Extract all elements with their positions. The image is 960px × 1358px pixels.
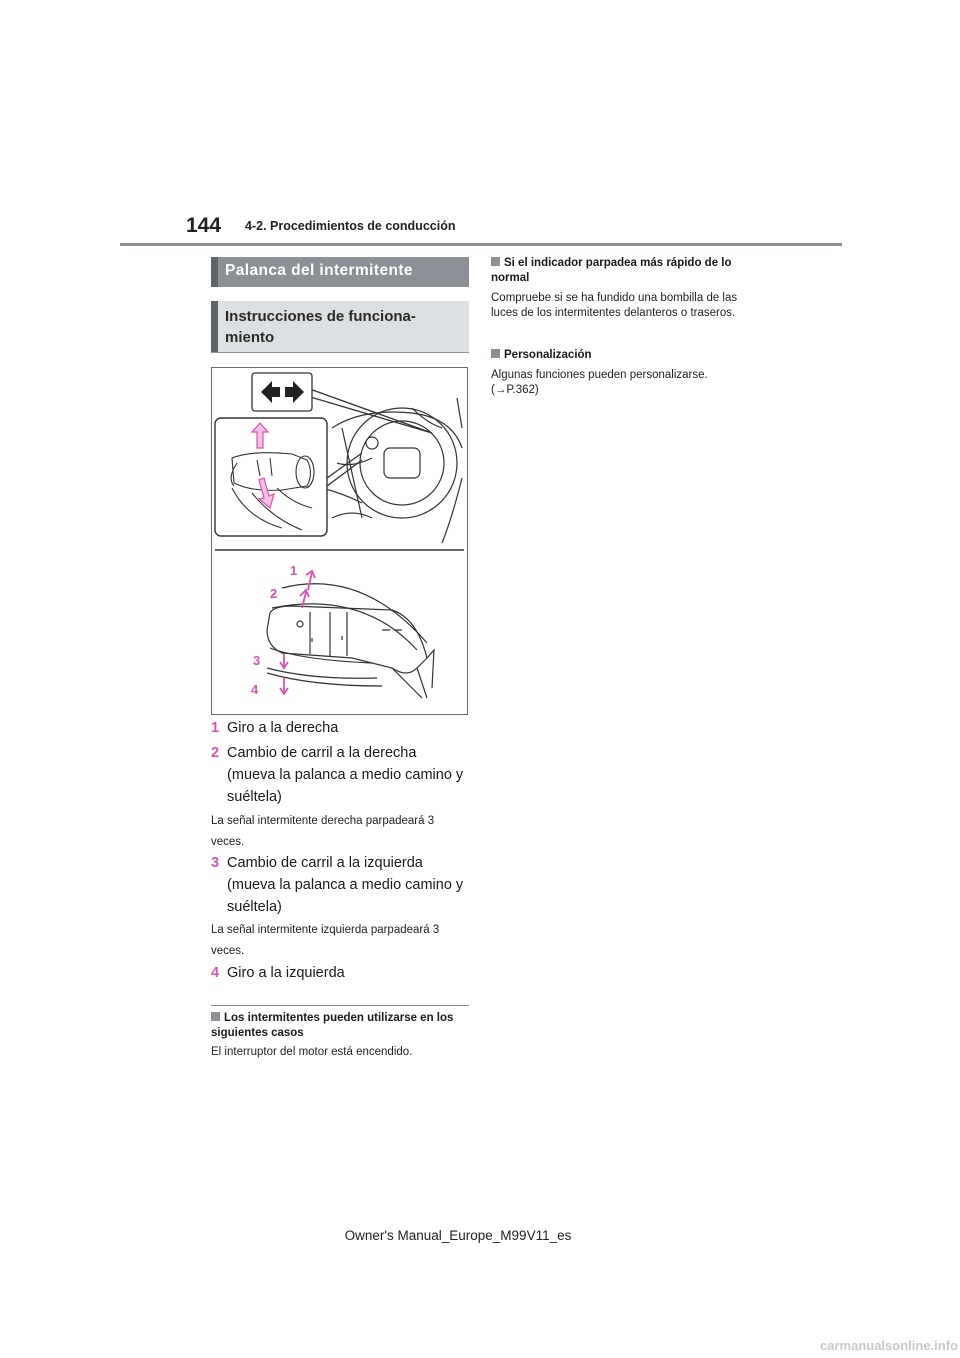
heading-main-text: Palanca del intermitente — [225, 262, 413, 279]
footer-text: Owner's Manual_Europe_M99V11_es — [344, 1228, 572, 1243]
step-4 — [211, 962, 472, 984]
turn-arrows-indicator-icon — [252, 373, 312, 411]
note-right-signal: La señal intermitente derecha parpadeará 3 veces. — [211, 815, 435, 848]
info-heading-usage — [211, 1011, 469, 1041]
info-heading-text: Personalización — [504, 349, 592, 361]
callout-number-1: 1 — [290, 563, 298, 578]
info-body-usage: El interruptor del motor está encendido. — [211, 1046, 413, 1058]
info-heading-text: Los intermitentes pueden utilizarse en los siguientes casos — [211, 1012, 454, 1039]
step-number: 4 — [211, 965, 220, 981]
heading-sub-text: Instrucciones de funciona-miento — [225, 308, 416, 346]
info-heading-customization — [491, 348, 749, 363]
heading-accent-bar — [211, 257, 218, 287]
step-text: Cambio de carril a la derecha (mueva la palanca a medio camino y suéltela) — [227, 745, 464, 805]
page-number: 144 — [186, 214, 222, 237]
square-bullet-icon — [491, 349, 500, 358]
callout-number-4: 4 — [251, 682, 259, 697]
section-rule — [211, 1005, 469, 1006]
step-text: Giro a la izquierda — [227, 965, 345, 981]
step-2 — [211, 742, 467, 808]
lever-drawing — [267, 584, 434, 698]
watermark-logo — [780, 1330, 960, 1358]
callout-number-3: 3 — [253, 653, 261, 668]
note-left-signal: La señal intermitente izquierda parpadeará 3 veces. — [211, 924, 440, 957]
step-text: Cambio de carril a la izquierda (mueva la palanca a medio camino y suéltela) — [227, 855, 464, 915]
callout-number-2: 2 — [270, 586, 278, 601]
heading-turn-signal-lever — [211, 257, 469, 287]
info-body-fast-blink: Compruebe si se ha fundido una bombilla de las luces de los intermitentes delanteros o traseros. — [491, 292, 738, 319]
step-number: 1 — [211, 720, 220, 736]
step-text: Giro a la derecha — [227, 720, 339, 736]
square-bullet-icon — [211, 1012, 220, 1021]
step-3 — [211, 852, 467, 918]
heading-accent-bar — [211, 301, 218, 352]
step-number: 2 — [211, 745, 220, 761]
heading-operating-instructions — [211, 301, 469, 353]
header-rule — [120, 243, 842, 246]
watermark-text: carmanualsonline.info — [820, 1338, 958, 1353]
hand-on-lever-inset — [215, 418, 362, 536]
turn-signal-illustration — [211, 367, 468, 715]
footer — [0, 1228, 960, 1243]
section-title: 4-2. Procedimientos de conducción — [245, 219, 456, 233]
square-bullet-icon — [491, 257, 500, 266]
step-number: 3 — [211, 855, 220, 871]
info-body-customization: Algunas funciones pueden personalizarse. (→P.362) — [491, 369, 708, 396]
step-1 — [211, 717, 472, 739]
info-heading-fast-blink — [491, 256, 749, 286]
info-heading-text: Si el indicador parpadea más rápido de lo normal — [491, 257, 732, 284]
dashboard-drawing — [322, 398, 462, 543]
